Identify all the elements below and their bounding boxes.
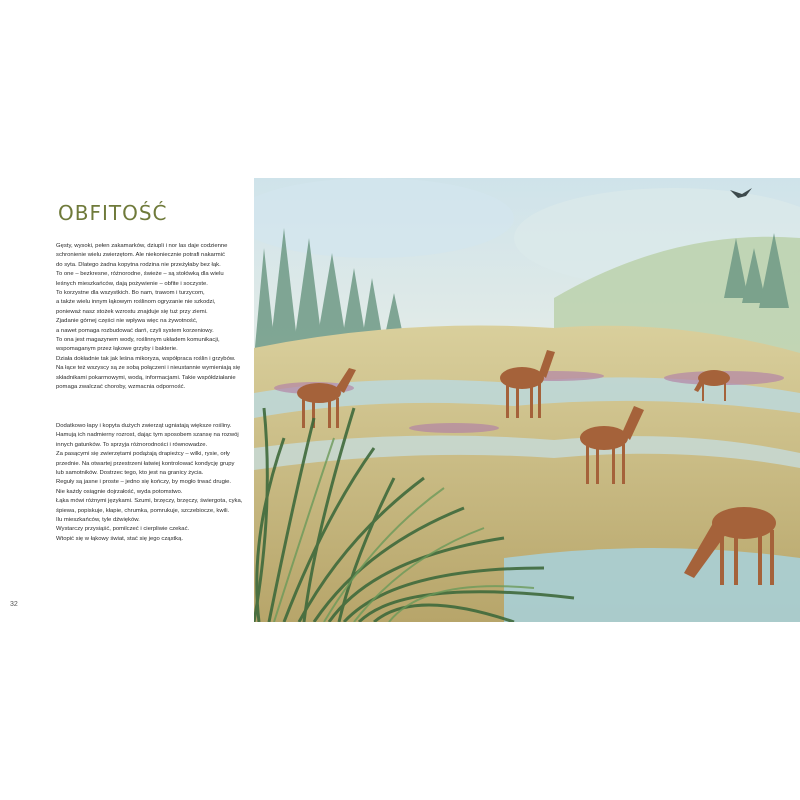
text-line: Na łące też wszyscy są ze sobą połączeni i nieustannie wymieniają się	[56, 365, 241, 372]
book-spread	[0, 178, 800, 622]
text-line: lub samotników. Dostrzec tego, kto jest na granicy życia.	[56, 470, 204, 477]
pond	[504, 548, 800, 622]
text-line: Zjadanie górnej części nie wpływa więc na żywotność,	[56, 318, 198, 325]
text-line: To ona jest magazynem wody, roślinnym układem komunikacji,	[56, 337, 220, 344]
paragraph-2	[56, 422, 246, 544]
text-line: innych gatunków. To sprzyja różnorodności i równowadze.	[56, 441, 208, 448]
text-line: a także wielu innym łąkowym roślinom ogryzanie nie szkodzi,	[56, 299, 216, 306]
text-line: Hamują ich nadmierny rozrost, dając tym sposobem szansę na rozwój	[56, 432, 239, 439]
text-line: wspomaganym przez łąkowe grzyby i bakterie.	[56, 346, 178, 353]
text-line: Wtopić się w łąkowy świat, stać się jego cząstką.	[56, 535, 184, 542]
text-line: Wystarczy przysiąść, pomilczeć i cierpliwie czekać.	[56, 526, 190, 533]
text-line: Działa dokładnie tak jak leśna mikoryza, współpraca roślin i grzybów.	[56, 355, 236, 362]
text-line: Gęsty, wysoki, pełen zakamarków, dziupli i nor las daje codzienne	[56, 243, 228, 249]
paragraph-1	[56, 242, 246, 393]
text-line: ponieważ nasz stożek wzrostu znajduje się tuż przy ziemi.	[56, 308, 208, 315]
text-line: pomaga zwalczać choroby, wzmacnia odporność.	[56, 384, 186, 391]
text-line: Reguły są jasne i proste – jedno się kończy, by mogło trwać drugie.	[56, 479, 232, 486]
left-page	[0, 178, 254, 622]
text-line: Dodatkowo łapy i kopyta dużych zwierząt ugniatają większe rośliny.	[56, 423, 232, 429]
text-line: śpiewa, popiskuje, kłapie, chrumka, pomrukuje, szczebiocze, kwili.	[56, 507, 230, 514]
page-number: 32	[10, 601, 18, 608]
text-line: Ilu mieszkańców, tyle dźwięków.	[56, 517, 140, 524]
text-line: przednie. Na otwartej przestrzeni łatwiej kontrolować kondycję grupy	[56, 460, 235, 467]
text-line: do syta. Dlatego żadna kopytna rodzina nie przeżyłaby bez łąk.	[56, 261, 221, 268]
text-line: schronienie wielu zwierzętom. Ale niekoniecznie potrafi nakarmić	[56, 252, 225, 259]
text-line: To korzystne dla wszystkich. Bo nam, trawom i turzycom,	[56, 290, 205, 297]
chapter-title: OBFITOŚĆ	[58, 201, 168, 225]
text-line: leśnych mieszkańców, dają pożywienie – obfite i soczyste.	[56, 280, 208, 287]
text-line: składnikami pokarmowymi, wodą, informacjami. Takie współdziałanie	[56, 374, 236, 381]
text-line: a nawet pomaga rozbudować darń, czyli system korzeniowy.	[56, 327, 214, 334]
text-line: To one – bezkresne, różnorodne, świeże – są stołówką dla wielu	[56, 271, 224, 278]
text-line: Nie każdy osiągnie dojrzałość, wyda potomstwo.	[56, 488, 183, 495]
text-line: Za pasącymi się zwierzętami podążają drapieżcy – wilki, rysie, orły	[56, 451, 230, 458]
meadow-illustration	[254, 178, 800, 622]
text-line: Łąka mówi różnymi językami. Szumi, brzęczy, brzęczy, świergota, cyka,	[56, 498, 243, 505]
